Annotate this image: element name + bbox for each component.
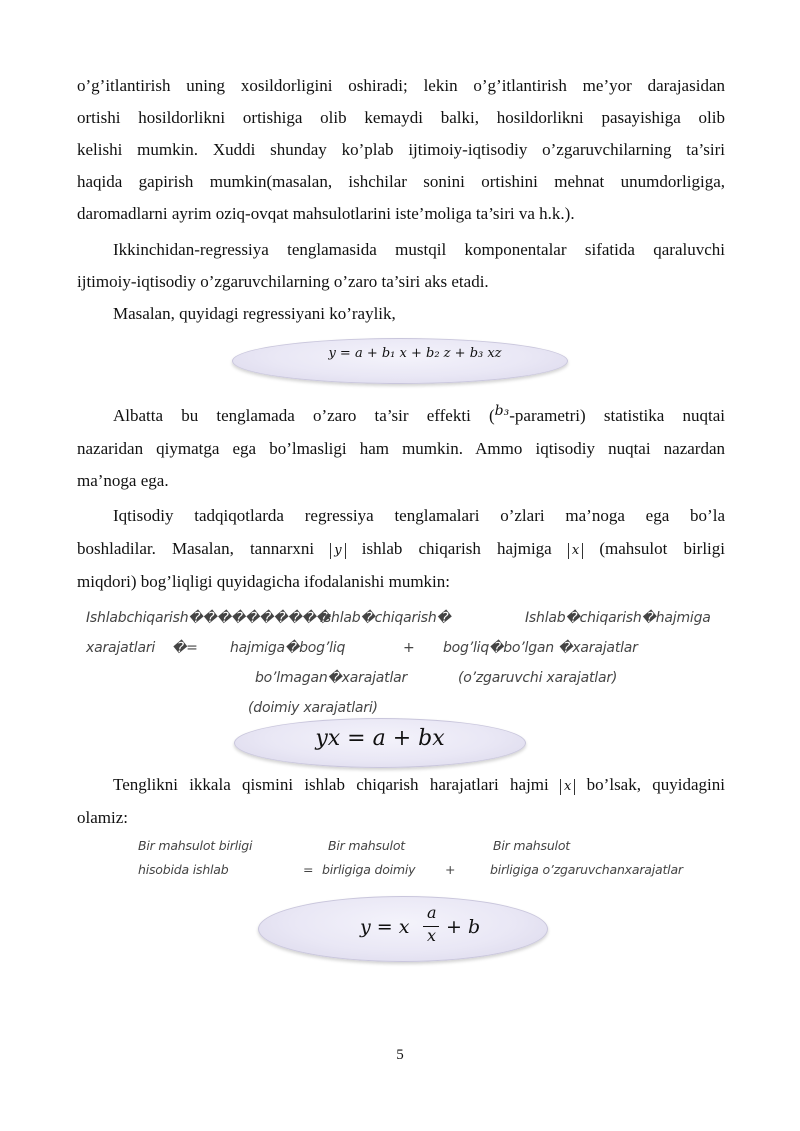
text-line: nazaridan qiymatga ega bo’lmasligi ham mumkin. Ammo iqtisodiy nuqtai nazardan xyxy=(77,439,725,458)
text-line: kelishi mumkin. Xuddi shunday ko’plab ijtimoiy-iqtisodiy o’zgaruvchilarning ta’siri xyxy=(77,140,725,159)
scheme-text: Ishlab�chiqarish�hajmiga xyxy=(525,610,711,626)
paragraph-interaction-effect xyxy=(77,400,725,497)
text-segment: boshladilar. Masalan, tannarxni xyxy=(77,539,331,558)
text-line: ijtimoiy-iqtisodiy o’zgaruvchilarning o’zaro ta’siri aks etadi. xyxy=(77,272,489,291)
text-line: miqdori) bog’liqligi quyidagicha ifodalanishi mumkin: xyxy=(77,572,451,591)
paragraph-cost-dependence xyxy=(77,500,725,598)
formula-rhs: + b xyxy=(446,916,481,938)
scheme-text: hajmiga�bog’liq xyxy=(230,640,346,656)
scheme-text: + xyxy=(403,640,415,656)
scheme-text: Ishlabchiqarish���������� xyxy=(86,610,330,626)
text-line: ortishi hosildorlikni ortishiga olib kemaydi balki, hosildorlikni pasayishiga olib xyxy=(77,108,725,127)
text-line: daromadlarni ayrim oziq-ovqat mahsulotlarini iste’moliga ta’siri va h.k.). xyxy=(77,204,575,223)
x-variable: x xyxy=(568,543,583,559)
page-number: 5 xyxy=(396,1047,404,1063)
b3-symbol: b₃ xyxy=(494,403,510,419)
text-segment: ishlab chiqarish hajmiga xyxy=(345,539,568,558)
scheme-text: Bir mahsulot birligi xyxy=(138,838,253,853)
scheme-text: Ishlab�chiqarish� xyxy=(320,610,451,626)
scheme-text: + xyxy=(445,862,456,877)
text-line: ma’noga ega. xyxy=(77,471,169,490)
scheme-text: = xyxy=(303,862,314,877)
scheme-text: �= xyxy=(172,640,198,656)
text-line: haqida gapirish mumkin(masalan, ishchilar sonini ortishini mehnat unumdorligiga, xyxy=(77,172,725,191)
paragraph-example-intro xyxy=(77,298,725,330)
scheme-text: bo’lmagan�xarajatlar xyxy=(255,670,408,686)
scheme-text: bog’liq�bo’lgan �xarajatlar xyxy=(443,640,638,656)
text-line xyxy=(77,400,725,433)
scheme-text: birligiga doimiy xyxy=(322,862,416,877)
cost-formula: yx = a + bx xyxy=(315,726,445,751)
scheme-text: (o’zgaruvchi xarajatlar) xyxy=(458,670,618,686)
text-segment: (mahsulot birligi xyxy=(583,539,725,558)
scheme-text: xarajatlari xyxy=(86,640,156,656)
text-line xyxy=(77,532,725,566)
scheme-text: Bir mahsulot xyxy=(328,838,405,853)
text-line xyxy=(77,768,725,802)
y-variable: y xyxy=(330,543,345,559)
text-line: o’g’itlantirish uning xosildorligini oshiradi; lekin o’g’itlantirish me’yor darajasidan xyxy=(77,76,725,95)
text-line: olamiz: xyxy=(77,808,128,827)
text-line: Masalan, quyidagi regressiyani ko’raylik, xyxy=(113,304,396,323)
scheme-text: birligiga o’zgaruvchanxarajatlar xyxy=(490,862,683,877)
fraction-denominator: x xyxy=(427,926,437,945)
formula-lhs: y = x xyxy=(360,916,410,938)
scheme-text: (doimiy xarajatlari) xyxy=(248,700,378,716)
paragraph-continuation xyxy=(77,70,725,230)
text-line: Ikkinchidan-regressiya tenglamasida mustqil komponentalar sifatida qaraluvchi xyxy=(113,240,725,259)
formula-oval xyxy=(232,338,568,384)
paragraph-secondly xyxy=(77,234,725,298)
text-segment: Albatta bu tenglamada o’zaro ta’sir effekti ( xyxy=(113,406,495,425)
text-segment: Tenglikni ikkala qismini ishlab chiqarish harajatlari hajmi xyxy=(113,775,561,794)
fraction-numerator: a xyxy=(427,903,437,922)
text-segment: -parametri) statistika nuqtai xyxy=(509,406,725,425)
text-line: Iqtisodiy tadqiqotlarda regressiya tenglamalari o’zlari ma’noga ega bo’la xyxy=(113,506,725,525)
scheme-text: hisobida ishlab xyxy=(138,862,229,877)
text-segment: bo’lsak, quyidagini xyxy=(575,775,725,794)
regression-formula: y = a + b₁ x + b₂ z + b₃ xz xyxy=(328,346,502,361)
paragraph-divide xyxy=(77,768,725,834)
scheme-text: Bir mahsulot xyxy=(493,838,570,853)
x-variable: x xyxy=(560,779,575,795)
